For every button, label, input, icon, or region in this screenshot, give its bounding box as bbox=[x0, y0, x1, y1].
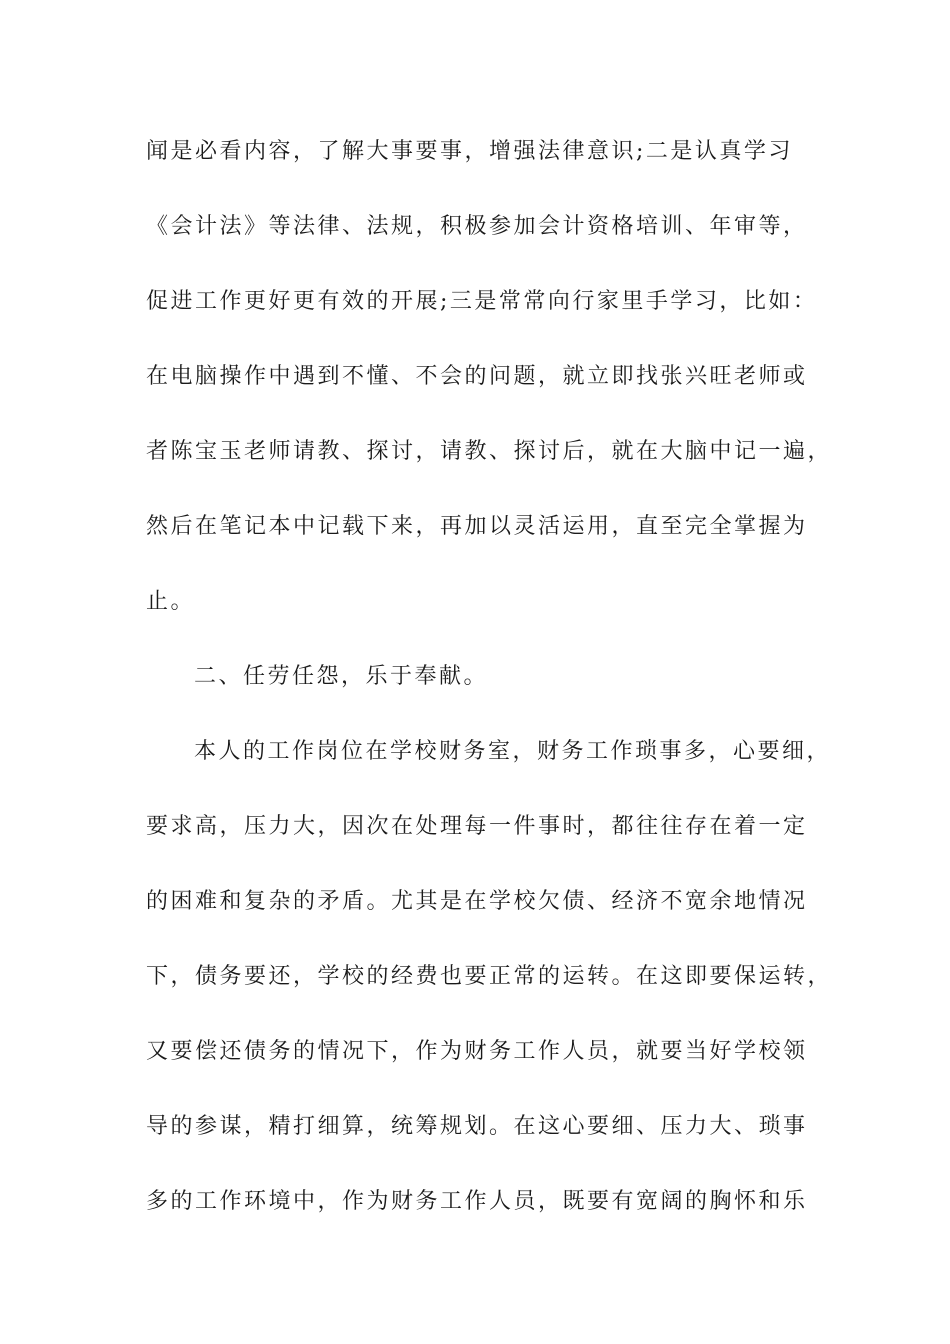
paragraph-line: 止。 bbox=[146, 589, 196, 614]
paragraph-line: 然后在笔记本中记载下来，再加以灵活运用，直至完全掌握为 bbox=[146, 514, 808, 539]
paragraph-line: 在电脑操作中遇到不懂、不会的问题，就立即找张兴旺老师或 bbox=[146, 364, 808, 389]
paragraph-line: 的困难和复杂的矛盾。尤其是在学校欠债、经济不宽余地情况 bbox=[146, 889, 808, 914]
paragraph-line: 要求高，压力大，因次在处理每一件事时，都往往存在着一定 bbox=[146, 814, 808, 839]
paragraph-line: 者陈宝玉老师请教、探讨，请教、探讨后，就在大脑中记一遍， bbox=[146, 439, 833, 464]
paragraph-line: 促进工作更好更有效的开展;三是常常向行家里手学习，比如： bbox=[146, 289, 818, 314]
section-heading: 二、任劳任怨，乐于奉献。 bbox=[194, 664, 489, 689]
paragraph-line: 下，债务要还，学校的经费也要正常的运转。在这即要保运转， bbox=[146, 964, 833, 989]
paragraph-line: 导的参谋，精打细算，统筹规划。在这心要细、压力大、琐事 bbox=[146, 1114, 808, 1139]
paragraph-line: 又要偿还债务的情况下，作为财务工作人员，就要当好学校领 bbox=[146, 1039, 808, 1064]
paragraph-line: 本人的工作岗位在学校财务室，财务工作琐事多，心要细， bbox=[194, 739, 832, 764]
paragraph-line: 多的工作环境中，作为财务工作人员，既要有宽阔的胸怀和乐 bbox=[146, 1189, 808, 1214]
paragraph-line: 《会计法》等法律、法规，积极参加会计资格培训、年审等， bbox=[146, 214, 808, 239]
paragraph-line: 闻是必看内容，了解大事要事，增强法律意识;二是认真学习 bbox=[146, 139, 793, 164]
